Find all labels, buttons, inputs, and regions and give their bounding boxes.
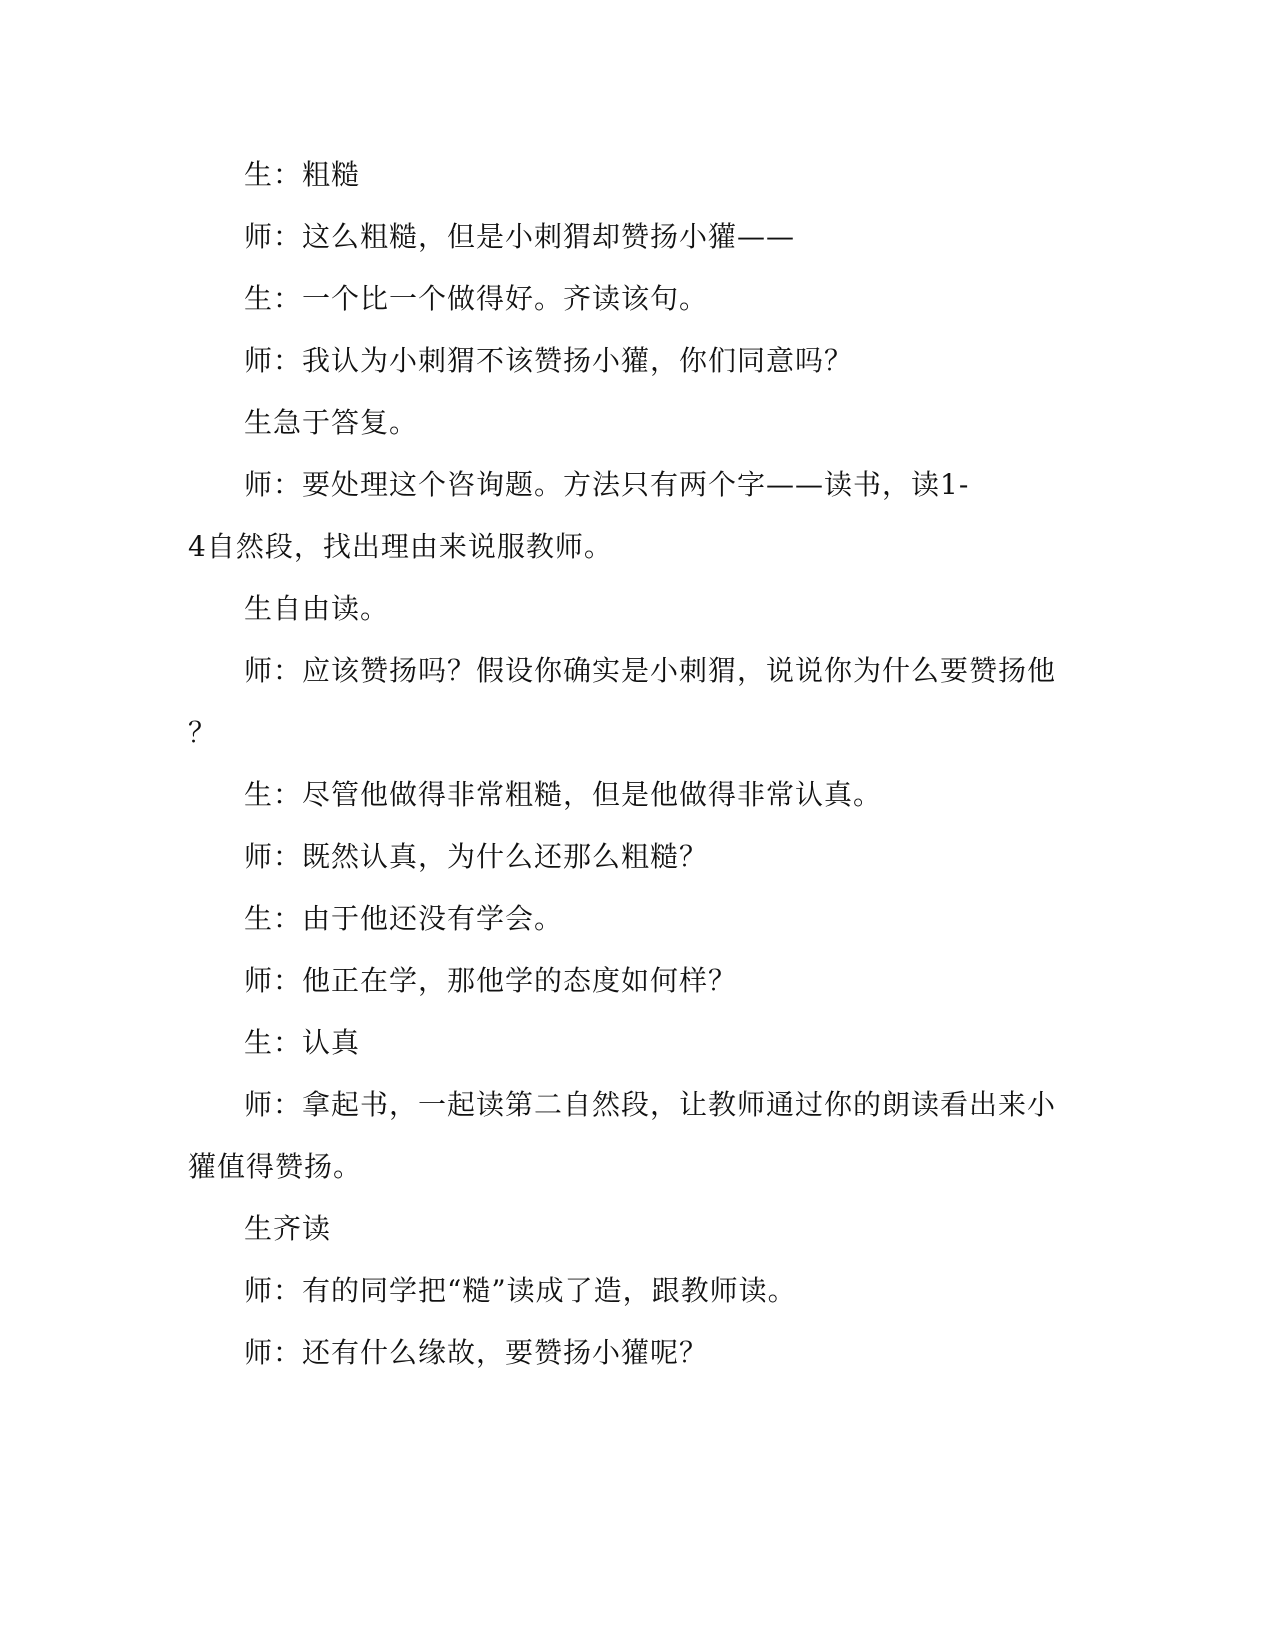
text-line: 师：这么粗糙，但是小刺猬却赞扬小獾—— [244,220,796,253]
text-line: 生齐读 [244,1212,332,1245]
text-line: 生：尽管他做得非常粗糙，但是他做得非常认真。 [244,778,883,811]
text-line: 师：还有什么缘故，要赞扬小獾呢？ [244,1336,709,1369]
text-line: 獾值得赞扬。 [188,1150,363,1183]
text-line: 生：认真 [244,1026,361,1059]
text-line: 师：有的同学把“糙”读成了造，跟教师读。 [244,1274,797,1307]
text-line: 生急于答复。 [244,406,419,439]
text-line: 师：要处理这个咨询题。方法只有两个字——读书，读1- [244,468,970,501]
text-line: 师：他正在学，那他学的态度如何样？ [244,964,738,997]
text-line: 生：由于他还没有学会。 [244,902,564,935]
text-line: ？ [188,716,218,749]
text-line: 生：一个比一个做得好。齐读该句。 [244,282,709,315]
text-line: 师：我认为小刺猬不该赞扬小獾，你们同意吗？ [244,344,854,377]
text-line: 师：既然认真，为什么还那么粗糙？ [244,840,709,873]
text-line: 师：应该赞扬吗？假设你确实是小刺猬，说说你为什么要赞扬他 [244,654,1057,687]
text-line: 4自然段，找出理由来说服教师。 [188,530,613,563]
text-line: 生：粗糙 [244,158,361,191]
text-line: 生自由读。 [244,592,390,625]
text-line: 师：拿起书，一起读第二自然段，让教师通过你的朗读看出来小 [244,1088,1057,1121]
